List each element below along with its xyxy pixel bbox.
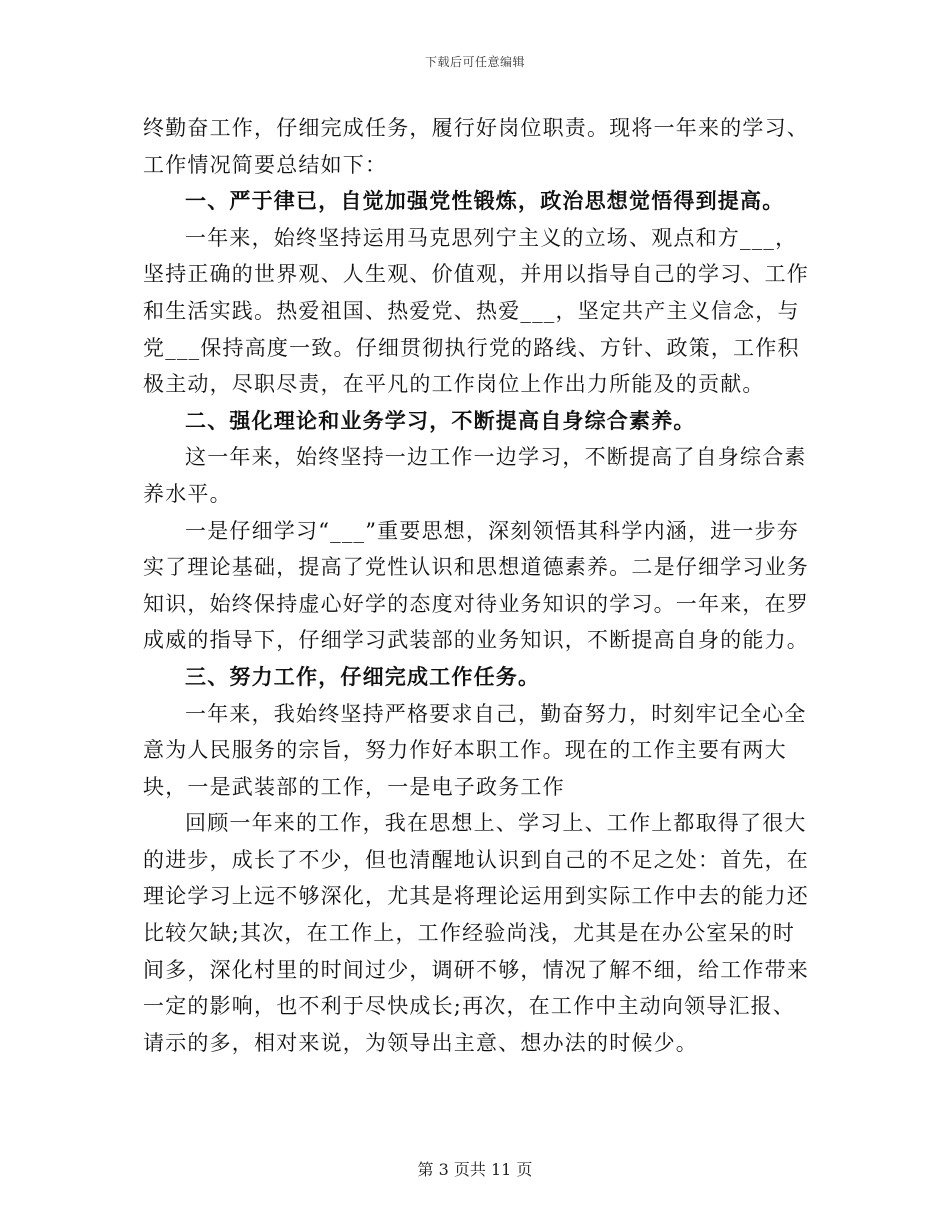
section-heading-1: 一、严于律已，自觉加强党性锻炼，政治思想觉悟得到提高。 bbox=[185, 188, 785, 214]
paragraph-section-3a: 一年来，我始终坚持严格要求自己，勤奋努力，时刻牢记全心全意为人民服务的宗旨，努力作好本职工作。现在的工作主要有两大块，一是武装部的工作，一是电子政务工作 bbox=[143, 701, 807, 799]
page-header: 下载后可任意编辑 bbox=[424, 55, 525, 69]
document-body bbox=[143, 110, 813, 1061]
paragraph-section-2a: 这一年来，始终坚持一边工作一边学习，不断提高了自身综合素养水平。 bbox=[143, 445, 807, 506]
section-heading-2: 二、强化理论和业务学习，不断提高自身综合素养。 bbox=[185, 407, 696, 433]
paragraph-section-2b: 一是仔细学习“___”重要思想，深刻领悟其科学内涵，进一步夯实了理论基础，提高了党性认识和思想道德素养。二是仔细学习业务知识，始终保持虚心好学的态度对待业务知识的学习。一年来，在罗成威的指导下，仔细学习武装部的业务知识，不断提高自身的能力。 bbox=[143, 518, 809, 653]
paragraph-section-3b: 回顾一年来的工作，我在思想上、学习上、工作上都取得了很大的进步，成长了不少，但也清醒地认识到自己的不足之处：首先，在理论学习上远不够深化，尤其是将理论运用到实际工作中去的能力还比较欠缺;其次，在工作上，工作经验尚浅，尤其是在办公室呆的时间多，深化村里的时间过少，调研不够，情况了解不细，给工作带来一定的影响，也不利于尽快成长;再次，在工作中主动向领导汇报、请示的多，相对来说，为领导出主意、想办法的时候少。 bbox=[143, 811, 809, 1055]
paragraph-intro-continuation: 终勤奋工作，仔细完成任务，履行好岗位职责。现将一年来的学习、工作情况简要总结如下： bbox=[143, 116, 809, 177]
paragraph-section-1: 一年来，始终坚持运用马克思列宁主义的立场、观点和方___，坚持正确的世界观、人生观、价值观，并用以指导自己的学习、工作和生活实践。热爱祖国、热爱党、热爱___，坚定共产主义信念，与党___保持高度一致。仔细贯彻执行党的路线、方针、政策，工作积极主动，尽职尽责，在平凡的工作岗位上作出力所能及的贡献。 bbox=[143, 225, 809, 397]
section-heading-3: 三、努力工作，仔细完成工作任务。 bbox=[185, 663, 541, 689]
page-footer: 第 3 页共 11 页 bbox=[417, 1160, 533, 1179]
